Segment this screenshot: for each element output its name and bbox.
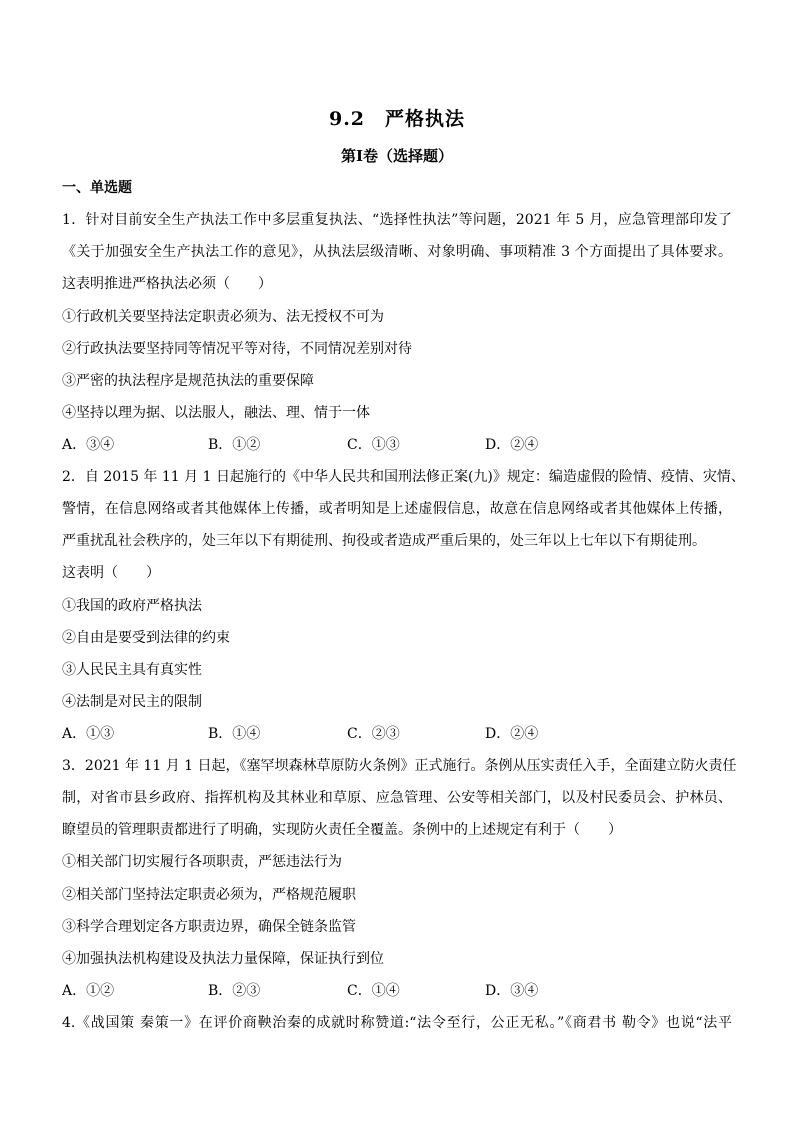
question-2-line: 严重扰乱社会秩序的，处三年以下有期徒刑、拘役或者造成严重后果的，处三年以上七年以下有期徒刑。 [62, 533, 706, 549]
question-3-statement: ①相关部门切实履行各项职责，严惩违法行为 [62, 854, 342, 870]
question-2-line: 2．自 2015 年 11 月 1 日起施行的《中华人民共和国刑法修正案(九)》规定：编造虚假的险情、疫情、灾情、 [62, 469, 745, 485]
question-2-option-b[interactable]: B．①④ [208, 726, 261, 742]
question-2-statement: ①我国的政府严格执法 [62, 598, 202, 614]
question-3-statement: ④加强执法机构建设及执法力量保障，保证执行到位 [62, 951, 384, 967]
question-2-line: 警情，在信息网络或者其他媒体上传播，或者明知是上述虚假信息，故意在信息网络或者其他媒体上传播， [62, 501, 732, 517]
question-3-line: 3．2021 年 11 月 1 日起，《塞罕坝森林草原防火条例》正式施行。条例从压实责任入手，全面建立防火责任 [62, 758, 737, 774]
question-1-line: 《关于加强安全生产执法工作的意见》，从执法层级清晰、对象明确、事项精准 3 个方面提出了具体要求。 [62, 244, 732, 260]
question-2-option-a[interactable]: A．①③ [62, 726, 115, 742]
question-3-statement: ③科学合理划定各方职责边界，确保全链条监管 [62, 919, 356, 935]
question-2-option-d[interactable]: D．②④ [485, 726, 539, 742]
question-1-option-a[interactable]: A．③④ [62, 437, 115, 453]
question-1-statement: ①行政机关要坚持法定职责必须为、法无授权不可为 [62, 309, 384, 325]
question-3-option-a[interactable]: A．①② [62, 983, 115, 999]
question-2-statement: ③人民民主具有真实性 [62, 662, 202, 678]
question-1-statement: ③严密的执法程序是规范执法的重要保障 [62, 373, 314, 389]
question-2-option-c[interactable]: C．②③ [347, 726, 400, 742]
question-1-statement: ②行政执法要坚持同等情况平等对待，不同情况差别对待 [62, 341, 412, 357]
question-2-statement: ④法制是对民主的限制 [62, 694, 202, 710]
question-1-option-b[interactable]: B．①② [208, 437, 261, 453]
question-3-option-b[interactable]: B．②③ [208, 983, 261, 999]
question-3-line: 瞭望员的管理职责都进行了明确，实现防火责任全覆盖。条例中的上述规定有利于（ ） [62, 822, 622, 838]
question-1-line: 这表明推进严格执法必须（ ） [62, 276, 272, 292]
question-2-line: 这表明（ ） [62, 565, 160, 581]
question-1-line: 1．针对目前安全生产执法工作中多层重复执法、“选择性执法”等问题，2021 年 5 月，应急管理部印发了 [62, 212, 732, 228]
question-3-statement: ②相关部门坚持法定职责必须为，严格规范履职 [62, 887, 356, 903]
question-1-option-c[interactable]: C．①③ [347, 437, 400, 453]
question-3-option-c[interactable]: C．①④ [347, 983, 400, 999]
question-1-statement: ④坚持以理为据、以法服人，融法、理、情于一体 [62, 405, 370, 421]
page-title: 9.2 严格执法 [328, 108, 466, 130]
section-heading: 一、单选题 [62, 180, 132, 196]
question-1-option-d[interactable]: D．②④ [485, 437, 539, 453]
question-3-line: 制，对省市县乡政府、指挥机构及其林业和草原、应急管理、公安等相关部门，以及村民委员会、护林员、 [62, 790, 732, 806]
question-4-line: 4.《战国策 秦策一》在评价商鞅治秦的成就时称赞道:“法令至行，公正无私。”《商君书 勒令》也说“法平 [62, 1015, 732, 1031]
volume-subtitle: 第Ⅰ卷（选择题） [340, 147, 454, 165]
question-3-option-d[interactable]: D．③④ [485, 983, 539, 999]
question-2-statement: ②自由是要受到法律的约束 [62, 630, 230, 646]
